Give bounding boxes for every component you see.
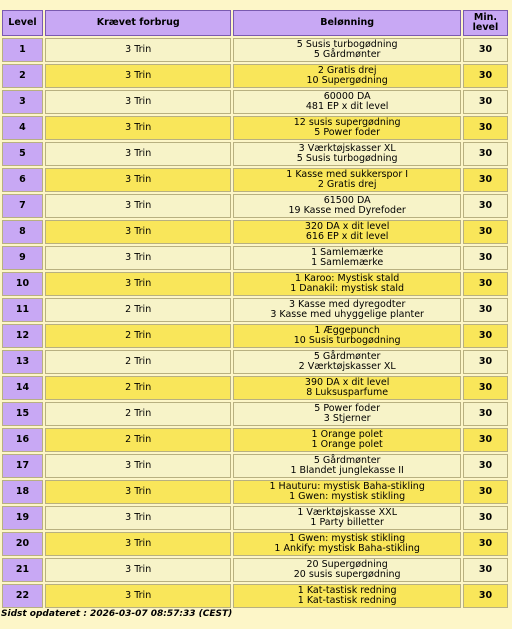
- cost-cell: 3 Trin: [45, 246, 231, 270]
- min-level-cell: 30: [463, 142, 508, 166]
- level-cell: 14: [2, 376, 43, 400]
- cost-cell: 3 Trin: [45, 194, 231, 218]
- reward-line: 1 Samlemærke: [311, 247, 384, 258]
- reward-line: 8 Luksusparfume: [306, 387, 389, 398]
- table-row: [2, 376, 508, 400]
- table-row: [2, 168, 508, 192]
- cost-cell: 2 Trin: [45, 376, 231, 400]
- min-level-cell: 30: [463, 506, 508, 530]
- reward-cell: [233, 428, 460, 452]
- cost-cell: 2 Trin: [45, 428, 231, 452]
- min-level-cell: 30: [463, 64, 508, 88]
- reward-cell: [233, 116, 460, 140]
- cost-cell: 3 Trin: [45, 506, 231, 530]
- table-row: [2, 90, 508, 114]
- reward-line: 3 Kasse med uhyggelige planter: [270, 309, 424, 320]
- reward-line: 1 Gwen: mystisk stikling: [289, 533, 406, 544]
- table-row: [2, 402, 508, 426]
- reward-line: 61500 DA: [323, 195, 371, 206]
- rewards-table: [0, 8, 510, 610]
- cost-cell: 3 Trin: [45, 480, 231, 504]
- table-row: [2, 584, 508, 608]
- min-level-cell: 30: [463, 168, 508, 192]
- min-level-cell: 30: [463, 298, 508, 322]
- table-row: [2, 116, 508, 140]
- cost-cell: 3 Trin: [45, 90, 231, 114]
- level-cell: 16: [2, 428, 43, 452]
- reward-cell: [233, 194, 460, 218]
- cost-cell: 3 Trin: [45, 584, 231, 608]
- reward-cell: [233, 480, 460, 504]
- level-cell: 15: [2, 402, 43, 426]
- cost-cell: 3 Trin: [45, 142, 231, 166]
- header-min-level-line1: Min.: [473, 12, 497, 23]
- min-level-cell: 30: [463, 194, 508, 218]
- reward-line: 12 susis supergødning: [293, 117, 401, 128]
- cost-cell: 3 Trin: [45, 454, 231, 478]
- table-row: [2, 324, 508, 348]
- min-level-cell: 30: [463, 246, 508, 270]
- table-row: [2, 506, 508, 530]
- level-cell: 12: [2, 324, 43, 348]
- reward-cell: [233, 350, 460, 374]
- reward-line: 1 Æggepunch: [314, 325, 380, 336]
- table-row: [2, 454, 508, 478]
- level-cell: 3: [2, 90, 43, 114]
- cost-cell: 3 Trin: [45, 220, 231, 244]
- header-min-level: [463, 10, 508, 36]
- reward-line: 2 Gratis drej: [317, 179, 377, 190]
- min-level-cell: 30: [463, 428, 508, 452]
- reward-line: 2 Gratis drej: [317, 65, 377, 76]
- reward-line: 3 Stjerner: [323, 413, 371, 424]
- cost-cell: 3 Trin: [45, 64, 231, 88]
- reward-cell: [233, 246, 460, 270]
- cost-cell: 3 Trin: [45, 272, 231, 296]
- level-cell: 19: [2, 506, 43, 530]
- reward-cell: [233, 506, 460, 530]
- reward-cell: [233, 142, 460, 166]
- reward-line: 5 Susis turbogødning: [296, 39, 398, 50]
- level-cell: 21: [2, 558, 43, 582]
- cost-cell: 3 Trin: [45, 558, 231, 582]
- reward-cell: [233, 532, 460, 556]
- reward-cell: [233, 64, 460, 88]
- min-level-cell: 30: [463, 376, 508, 400]
- reward-line: 1 Orange polet: [311, 439, 383, 450]
- cost-cell: 2 Trin: [45, 402, 231, 426]
- reward-line: 1 Kasse med sukkerspor I: [286, 169, 409, 180]
- reward-cell: [233, 558, 460, 582]
- level-cell: 6: [2, 168, 43, 192]
- reward-line: 3 Værktøjskasser XL: [298, 143, 396, 154]
- reward-cell: [233, 272, 460, 296]
- reward-line: 1 Samlemærke: [311, 257, 384, 268]
- reward-line: 1 Party billetter: [310, 517, 384, 528]
- reward-line: 1 Blandet junglekasse II: [290, 465, 404, 476]
- reward-line: 3 Kasse med dyregodter: [288, 299, 406, 310]
- reward-cell: [233, 220, 460, 244]
- level-cell: 5: [2, 142, 43, 166]
- level-cell: 11: [2, 298, 43, 322]
- header-level: Level: [2, 10, 43, 36]
- reward-line: 20 Supergødning: [306, 559, 388, 570]
- cost-cell: 3 Trin: [45, 532, 231, 556]
- min-level-cell: 30: [463, 90, 508, 114]
- reward-line: 5 Gårdmønter: [313, 351, 381, 362]
- min-level-cell: 30: [463, 454, 508, 478]
- min-level-cell: 30: [463, 532, 508, 556]
- table-row: [2, 480, 508, 504]
- cost-cell: 2 Trin: [45, 350, 231, 374]
- level-cell: 2: [2, 64, 43, 88]
- level-cell: 18: [2, 480, 43, 504]
- reward-line: 20 susis supergødning: [293, 569, 401, 580]
- min-level-cell: 30: [463, 324, 508, 348]
- level-cell: 1: [2, 38, 43, 62]
- cost-cell: 2 Trin: [45, 298, 231, 322]
- reward-line: 1 Ankify: mystisk Baha-stikling: [274, 543, 420, 554]
- min-level-cell: 30: [463, 38, 508, 62]
- reward-line: 1 Hauturu: mystisk Baha-stikling: [269, 481, 425, 492]
- table-row: [2, 246, 508, 270]
- reward-cell: [233, 298, 460, 322]
- min-level-cell: 30: [463, 272, 508, 296]
- header-cost: Krævet forbrug: [45, 10, 231, 36]
- min-level-cell: 30: [463, 584, 508, 608]
- level-cell: 20: [2, 532, 43, 556]
- reward-line: 5 Gårdmønter: [313, 455, 381, 466]
- last-updated: Sidst opdateret : 2026-03-07 08:57:33 (CEST): [1, 609, 233, 619]
- min-level-cell: 30: [463, 402, 508, 426]
- min-level-cell: 30: [463, 350, 508, 374]
- reward-line: 60000 DA: [323, 91, 371, 102]
- reward-line: 1 Kat-tastisk redning: [297, 585, 397, 596]
- table-row: [2, 428, 508, 452]
- level-cell: 8: [2, 220, 43, 244]
- reward-cell: [233, 376, 460, 400]
- header-row: [2, 10, 508, 36]
- table-row: [2, 142, 508, 166]
- reward-line: 616 EP x dit level: [305, 231, 389, 242]
- reward-cell: [233, 454, 460, 478]
- table-row: [2, 220, 508, 244]
- level-cell: 4: [2, 116, 43, 140]
- reward-line: 19 Kasse med Dyrefoder: [288, 205, 406, 216]
- min-level-cell: 30: [463, 116, 508, 140]
- reward-line: 1 Kat-tastisk redning: [297, 595, 397, 606]
- reward-cell: [233, 38, 460, 62]
- reward-line: 2 Værktøjskasser XL: [298, 361, 396, 372]
- reward-cell: [233, 402, 460, 426]
- table-row: [2, 64, 508, 88]
- reward-cell: [233, 324, 460, 348]
- header-reward: Belønning: [233, 10, 460, 36]
- table-row: [2, 350, 508, 374]
- reward-line: 390 DA x dit level: [304, 377, 390, 388]
- reward-line: 1 Gwen: mystisk stikling: [289, 491, 406, 502]
- min-level-cell: 30: [463, 480, 508, 504]
- cost-cell: 3 Trin: [45, 116, 231, 140]
- level-cell: 7: [2, 194, 43, 218]
- reward-line: 5 Gårdmønter: [313, 49, 381, 60]
- table-row: [2, 194, 508, 218]
- reward-cell: [233, 168, 460, 192]
- min-level-cell: 30: [463, 220, 508, 244]
- level-cell: 22: [2, 584, 43, 608]
- reward-line: 1 Orange polet: [311, 429, 383, 440]
- level-cell: 17: [2, 454, 43, 478]
- reward-line: 481 EP x dit level: [305, 101, 389, 112]
- table-row: [2, 558, 508, 582]
- table-body: [2, 38, 508, 608]
- cost-cell: 2 Trin: [45, 324, 231, 348]
- cost-cell: 3 Trin: [45, 168, 231, 192]
- reward-line: 1 Karoo: Mystisk stald: [295, 273, 400, 284]
- reward-line: 1 Værktøjskasse XXL: [297, 507, 397, 518]
- reward-line: 5 Power foder: [314, 403, 381, 414]
- table-row: [2, 532, 508, 556]
- reward-line: 10 Susis turbogødning: [293, 335, 401, 346]
- level-cell: 13: [2, 350, 43, 374]
- cost-cell: 3 Trin: [45, 38, 231, 62]
- reward-line: 320 DA x dit level: [304, 221, 390, 232]
- table-row: [2, 272, 508, 296]
- reward-line: 5 Power foder: [314, 127, 381, 138]
- level-cell: 9: [2, 246, 43, 270]
- reward-cell: [233, 584, 460, 608]
- table-row: [2, 298, 508, 322]
- table-row: [2, 38, 508, 62]
- header-min-level-line2: level: [472, 22, 499, 33]
- min-level-cell: 30: [463, 558, 508, 582]
- reward-cell: [233, 90, 460, 114]
- reward-line: 1 Danakil: mystisk stald: [290, 283, 405, 294]
- reward-line: 10 Supergødning: [306, 75, 388, 86]
- level-cell: 10: [2, 272, 43, 296]
- reward-line: 5 Susis turbogødning: [296, 153, 398, 164]
